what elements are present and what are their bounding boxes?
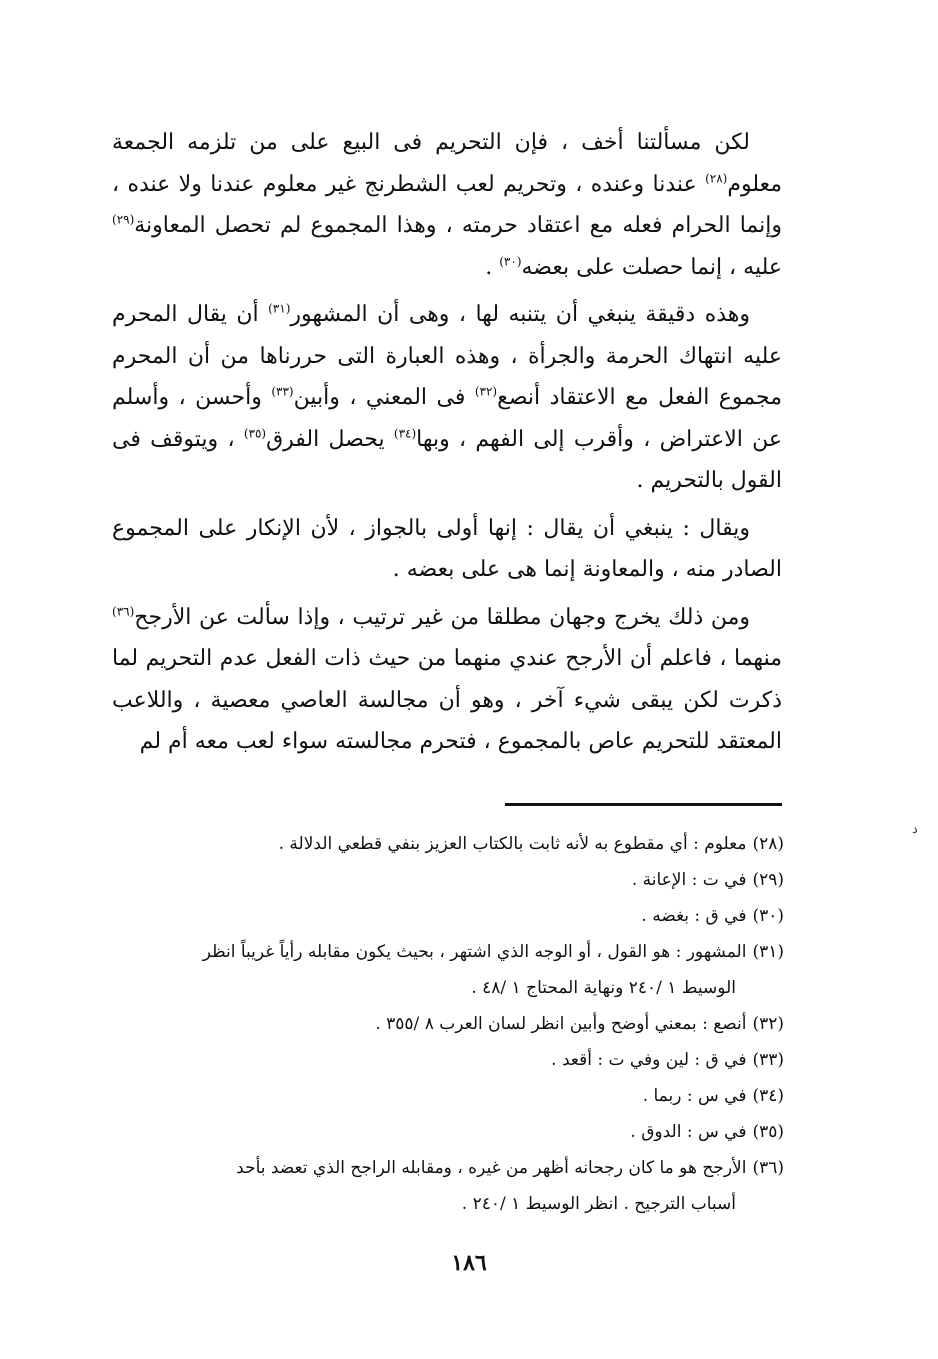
- footnote-number: (٣٤): [752, 1086, 784, 1106]
- paragraph-2-text-e: يحصل الفرق: [266, 426, 394, 452]
- footnote-text: أنصع : بمعني أوضح وأبين انظر لسان العرب ٨ /٣٥٥ .: [375, 1014, 747, 1034]
- footnote-34: [108, 1078, 784, 1114]
- paragraph-2-text-b: أن يقال المحرم عليه انتهاك الحرمة والجرأة ، وهذه العبارة التى حررناها من أن المحرم مجموع الفعل مع الاعتقاد أنصع: [112, 302, 782, 410]
- paragraph-2-text-a: وهذه دقيقة ينبغي أن يتنبه لها ، وهى أن المشهور: [290, 302, 750, 327]
- footnote-33: [108, 1042, 784, 1078]
- footnote-separator: [505, 803, 782, 806]
- footnote-32: [108, 1006, 784, 1042]
- footnote-continuation: أسباب الترجيح . انظر الوسيط ١ /٢٤٠ .: [461, 1194, 736, 1214]
- footnote-number: (٣٥): [752, 1122, 784, 1142]
- footnote-36: [108, 1150, 784, 1222]
- footnote-text: في س : الدوق .: [630, 1122, 747, 1142]
- footnote-30: [108, 898, 784, 934]
- footnote-ref-29: (٢٩): [112, 212, 135, 227]
- footnote-text: في ق : بغضه .: [641, 906, 747, 926]
- paragraph-3: [112, 508, 782, 591]
- footnote-text: في ق : لين وفي ت : أقعد .: [551, 1050, 747, 1070]
- footnote-number: (٣٣): [752, 1050, 784, 1070]
- footnote-31: [108, 934, 784, 1006]
- paragraph-1: [112, 122, 782, 288]
- footnote-number: (٣٠): [752, 906, 784, 926]
- footnote-ref-36: (٣٦): [112, 604, 135, 619]
- footnote-number: (٣١): [752, 942, 784, 962]
- paragraph-2: [112, 294, 782, 502]
- footnote-ref-35: (٣٥): [243, 426, 267, 441]
- footnote-ref-32: (٣٢): [474, 384, 498, 399]
- page-number: ١٨٦: [451, 1250, 487, 1276]
- paragraph-3-text-a: ويقال : ينبغي أن يقال : إنها أولى بالجواز ، لأن الإنكار على المجموع الصادر منه ، والمعاونة إنما هى على بعضه .: [112, 515, 782, 582]
- footnote-text: المشهور : هو القول ، أو الوجه الذي اشتهر ، بحيث يكون مقابله رأياً غريباً انظر: [202, 942, 747, 962]
- paragraph-1-text-c: عليه ، إنما حصلت على بعضه: [521, 254, 782, 280]
- paragraph-1-text-b: عندنا وعنده ، وتحريم لعب الشطرنج غير معلوم عندنا ولا عنده ، وإنما الحرام فعله مع اعتقاد حرمته ، وهذا المجموع لم تحصل المعاونة: [112, 171, 782, 238]
- paragraph-4-text-a: ومن ذلك يخرج وجهان مطلقا من غير ترتيب ، وإذا سألت عن الأرجح: [134, 604, 750, 630]
- paragraph-2-text-d: وأحسن ، وأسلم عن الاعتراض ، وأقرب إلى الفهم ، وبها: [112, 385, 783, 452]
- footnote-number: (٢٩): [752, 870, 784, 890]
- footnote-continuation: الوسيط ١ /٢٤٠ ونهاية المحتاج ١ /٤٨ .: [471, 978, 736, 998]
- paragraph-4-text-b: منهما ، فاعلم أن الأرجح عندي منهما من حيث ذات الفعل عدم التحريم لما ذكرت لكن يبقى شيء آخر ، وهو أن مجالسة العاصي معصية ، واللاعب المعتقد للتحريم عاص بالمجموع ، فتحرم مجالسته سواء لعب معه أم لم: [112, 646, 782, 754]
- footnote-ref-28: (٢٨): [705, 171, 728, 186]
- footnote-text: في ت : الإعانة .: [631, 870, 747, 890]
- footnote-35: [108, 1114, 784, 1150]
- footnote-ref-33: (٣٣): [271, 384, 294, 399]
- footnote-29: [108, 862, 784, 898]
- paragraph-4: [112, 597, 782, 763]
- paragraph-1-text-a: لكن مسألتنا أخف ، فإن التحريم فى البيع على من تلزمه الجمعة معلوم: [112, 130, 782, 197]
- footnote-28: [108, 826, 784, 862]
- paragraph-1-text-d: .: [485, 254, 500, 280]
- footnote-text: في س : ربما .: [642, 1086, 747, 1106]
- paragraph-2-text-c: فى المعني ، وأبين: [293, 385, 475, 410]
- footnote-text: معلوم : أي مقطوع به لأنه ثابت بالكتاب العزيز بنفي قطعي الدلالة .: [278, 834, 747, 854]
- footnote-number: (٣٦): [752, 1158, 784, 1178]
- footnote-ref-31: (٣١): [268, 301, 291, 316]
- paragraph-2-text-f: ، ويتوقف فى القول بالتحريم .: [112, 426, 782, 493]
- footnote-ref-30: (٣٠): [499, 254, 522, 269]
- footnote-number: (٢٨): [752, 834, 784, 854]
- footnote-text: الأرجح هو ما كان رجحانه أظهر من غيره ، ومقابله الراجح الذي تعضد بأحد: [236, 1158, 747, 1178]
- footnote-ref-34: (٣٤): [393, 426, 417, 441]
- footnote-number: (٣٢): [752, 1014, 784, 1034]
- footnotes: [108, 826, 784, 1222]
- main-text: [112, 122, 782, 763]
- margin-mark: د: [912, 822, 918, 837]
